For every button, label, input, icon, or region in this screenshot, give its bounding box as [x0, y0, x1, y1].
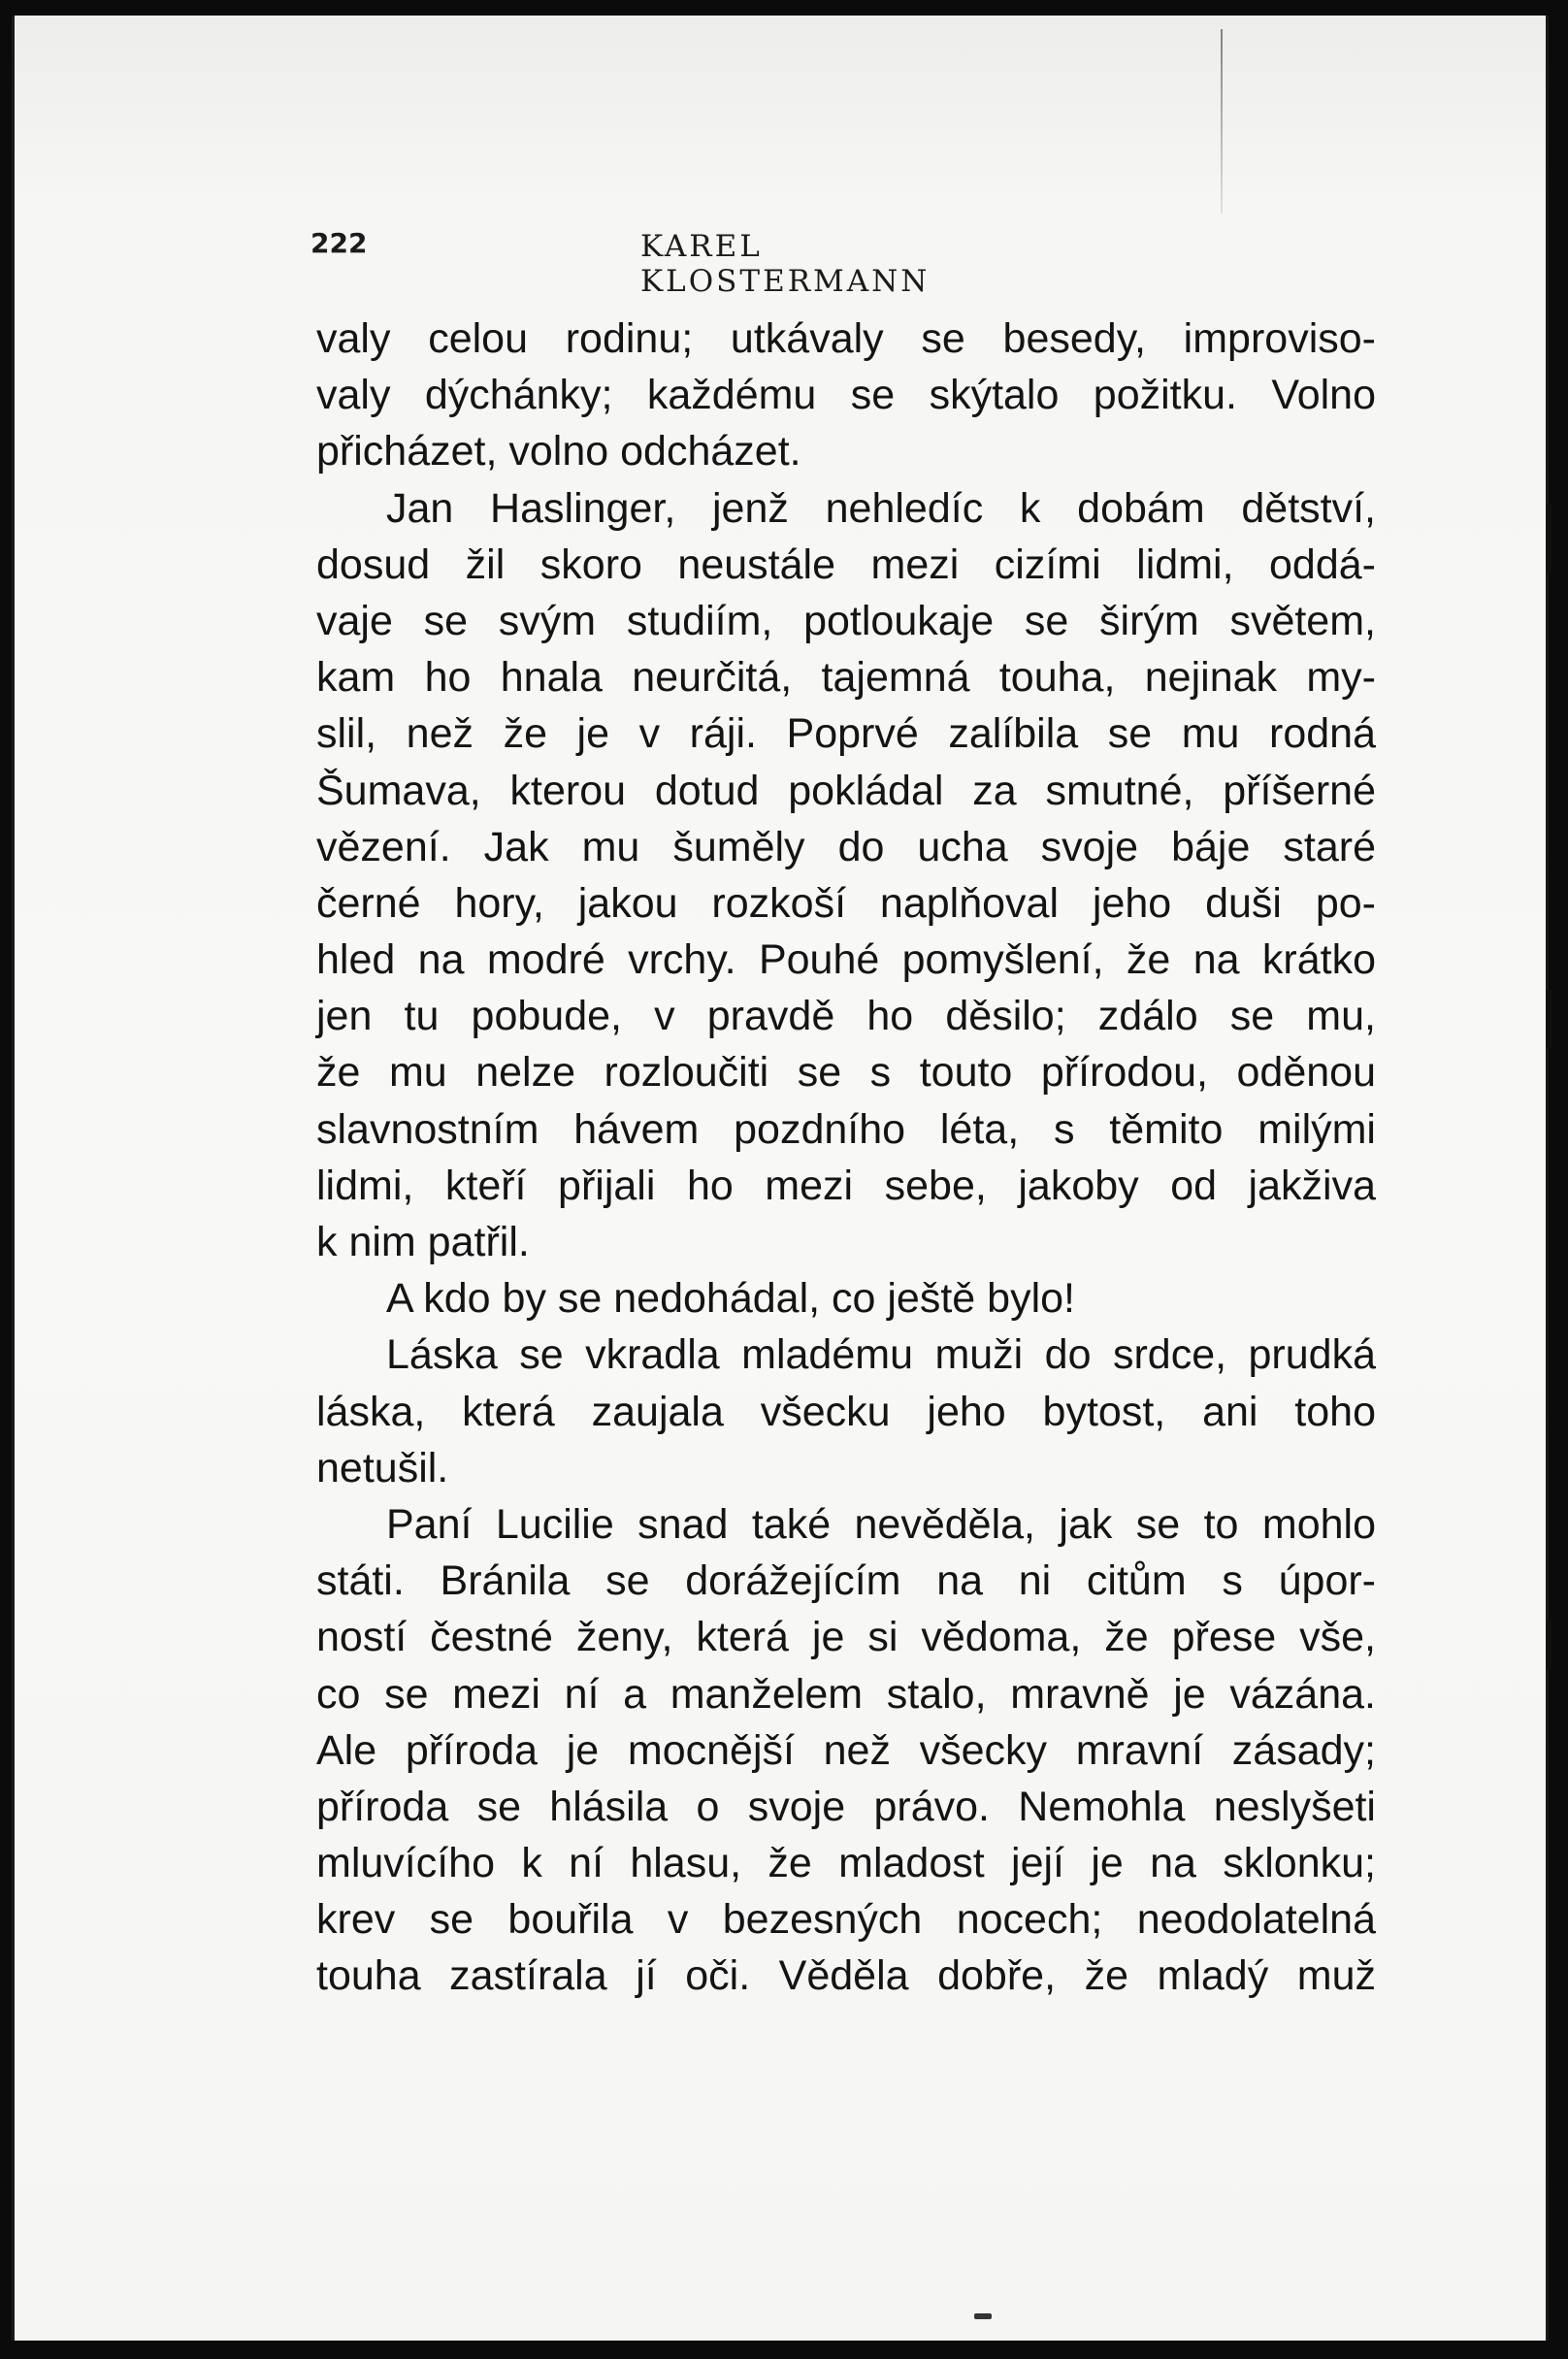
text-line: ností čestné ženy, která je si vědoma, že přese vše, [316, 1614, 1376, 1661]
text-line: Paní Lucilie snad také nevěděla, jak se to mohlo [386, 1500, 1376, 1548]
text-line: přicházet, volno odcházet. [316, 428, 801, 475]
body-text [316, 311, 1376, 2005]
text-line: vaje se svým studiím, potloukaje se širým světem, [316, 597, 1376, 644]
scan-speck [974, 2313, 992, 2319]
text-line: krev se bouřila v bezesných nocech; neodolatelná [316, 1896, 1376, 1944]
text-line: vězení. Jak mu šuměly do ucha svoje báje staré [316, 823, 1376, 870]
text-line: valy dýchánky; každému se skýtalo požitku. Volno [316, 372, 1376, 419]
page-header [310, 221, 1058, 299]
text-line: Láska se vkradla mladému muži do srdce, prudká [386, 1331, 1376, 1379]
edge-tick [1547, 505, 1552, 573]
page-left-edge [12, 16, 15, 2341]
scan-fold-mark [1221, 29, 1223, 213]
text-line: státi. Bránila se dorážejícím na ni citům s úpor- [316, 1557, 1376, 1605]
text-line: mluvícího k ní hlasu, že mladost její je na sklonku; [316, 1840, 1376, 1887]
text-line: kam ho hnala neurčitá, tajemná touha, nejinak my- [316, 654, 1376, 702]
text-line: příroda se hlásila o svoje právo. Nemohla neslyšeti [316, 1783, 1376, 1830]
text-line: netušil. [316, 1444, 449, 1491]
text-line: že mu nelze rozloučiti se s touto přírodou, oděnou [316, 1049, 1376, 1097]
page-right-edge [1546, 16, 1549, 2341]
edge-tick [1547, 1621, 1552, 1669]
text-line: slavnostním hávem pozdního léta, s těmito milými [316, 1105, 1376, 1153]
text-line: Šumava, kterou dotud pokládal za smutné, příšerné [316, 767, 1376, 814]
text-line: lidmi, kteří přijali ho mezi sebe, jakoby od jakživa [316, 1162, 1376, 1209]
text-line: Jan Haslinger, jenž nehledíc k dobám dětství, [386, 484, 1376, 532]
text-line: co se mezi ní a manželem stalo, mravně je vázána. [316, 1670, 1376, 1718]
text-line: černé hory, jakou rozkoší naplňoval jeho duši po- [316, 879, 1376, 927]
text-line: Ale příroda je mocnější než všecky mravní zásady; [316, 1726, 1376, 1774]
text-line: jen tu pobude, v pravdě ho děsilo; zdálo se mu, [316, 993, 1376, 1040]
running-head: KAREL KLOSTERMANN [640, 229, 931, 299]
text-line: valy celou rodinu; utkávaly se besedy, improviso- [316, 315, 1376, 362]
text-line: A kdo by se nedohádal, co ještě bylo! [386, 1275, 1075, 1323]
text-line: touha zastírala jí oči. Věděla dobře, že mladý muž [316, 1952, 1376, 2000]
page-number: 222 [310, 227, 368, 259]
text-line: dosud žil skoro neustále mezi cizími lidmi, oddá- [316, 541, 1376, 588]
text-line: láska, která zaujala všecku jeho bytost, ani toho [316, 1388, 1376, 1435]
edge-tick [1547, 990, 1552, 1048]
text-line: hled na modré vrchy. Pouhé pomyšlení, že na krátko [316, 936, 1376, 984]
text-line: k nim patřil. [316, 1219, 530, 1265]
text-line: slil, než že je v ráji. Poprvé zalíbila se mu rodná [316, 710, 1376, 758]
